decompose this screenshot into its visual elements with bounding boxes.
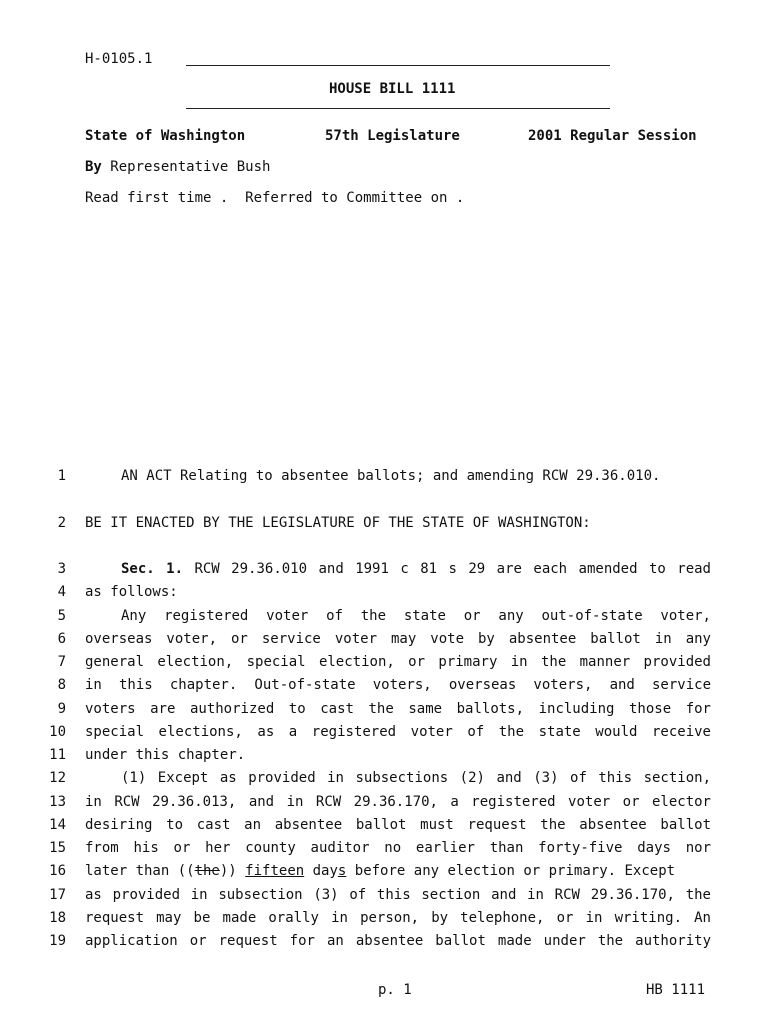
text-line: special elections, as a registered voter of the state would receive (85, 724, 711, 740)
line-number: 13 (49, 794, 66, 810)
line-number: 4 (57, 584, 66, 600)
text-fragment: day (304, 863, 338, 879)
line-number: 3 (57, 561, 66, 577)
text-line: from his or her county auditor no earlier than forty-five days nor (85, 840, 711, 856)
bill-reference: HB 1111 (646, 982, 706, 998)
line-number: 14 (49, 817, 66, 833)
line-number: 7 (57, 654, 66, 670)
enacting-clause: BE IT ENACTED BY THE LEGISLATURE OF THE STATE OF WASHINGTON: (85, 515, 591, 531)
header-rule-bottom (186, 108, 610, 109)
line-number: 2 (57, 515, 66, 531)
line-number: 17 (49, 887, 66, 903)
inserted-text: fifteen (245, 863, 305, 879)
text-line: in RCW 29.36.013, and in RCW 29.36.170, a registered voter or elector (85, 794, 711, 810)
act-title: AN ACT Relating to absentee ballots; and amending RCW 29.36.010. (121, 468, 661, 484)
section-heading-line (85, 561, 711, 577)
text-fragment: )) (219, 863, 246, 879)
by-label: By (85, 159, 102, 175)
text-line: general election, special election, or primary in the manner provided (85, 654, 711, 670)
reading-note: Read first time . Referred to Committee on . (85, 190, 465, 206)
struck-text: the (194, 863, 220, 879)
inserted-text: s (337, 863, 347, 879)
state-name: State of Washington (85, 128, 246, 144)
amended-text-line (85, 863, 711, 879)
session: 2001 Regular Session (528, 128, 697, 144)
section-text: RCW 29.36.010 and 1991 c 81 s 29 are each amended to read (194, 561, 711, 577)
line-number: 12 (49, 770, 66, 786)
document-code: H-0105.1 (85, 51, 153, 67)
text-fragment: before any election or primary. Except (346, 863, 676, 879)
line-number: 15 (49, 840, 66, 856)
section-label: Sec. 1. (121, 561, 184, 577)
text-line: as provided in subsection (3) of this section and in RCW 29.36.170, the (85, 887, 711, 903)
text-fragment: later than (( (85, 863, 195, 879)
text-line: Any registered voter of the state or any out-of-state voter, (121, 608, 711, 624)
sponsor-name: Representative Bush (110, 159, 271, 175)
header-rule-top (186, 65, 610, 66)
line-number: 8 (57, 677, 66, 693)
line-number: 16 (49, 863, 66, 879)
line-number: 11 (49, 747, 66, 763)
text-line: voters are authorized to cast the same ballots, including those for (85, 701, 711, 717)
text-line: desiring to cast an absentee ballot must request the absentee ballot (85, 817, 711, 833)
text-line: request may be made orally in person, by telephone, or in writing. An (85, 910, 711, 926)
line-number: 18 (49, 910, 66, 926)
line-number: 1 (57, 468, 66, 484)
line-number: 5 (57, 608, 66, 624)
text-line: under this chapter. (85, 747, 246, 763)
text-line: overseas voter, or service voter may vote by absentee ballot in any (85, 631, 711, 647)
sponsor-line (85, 159, 270, 175)
text-line: as follows: (85, 584, 178, 600)
line-number: 6 (57, 631, 66, 647)
line-number: 9 (57, 701, 66, 717)
text-line: application or request for an absentee ballot made under the authority (85, 933, 711, 949)
line-number: 10 (49, 724, 66, 740)
bill-title: HOUSE BILL 1111 (329, 81, 456, 97)
page-number: p. 1 (378, 982, 412, 998)
text-line: (1) Except as provided in subsections (2) and (3) of this section, (121, 770, 711, 786)
legislature: 57th Legislature (325, 128, 460, 144)
line-number: 19 (49, 933, 66, 949)
text-line: in this chapter. Out-of-state voters, overseas voters, and service (85, 677, 711, 693)
